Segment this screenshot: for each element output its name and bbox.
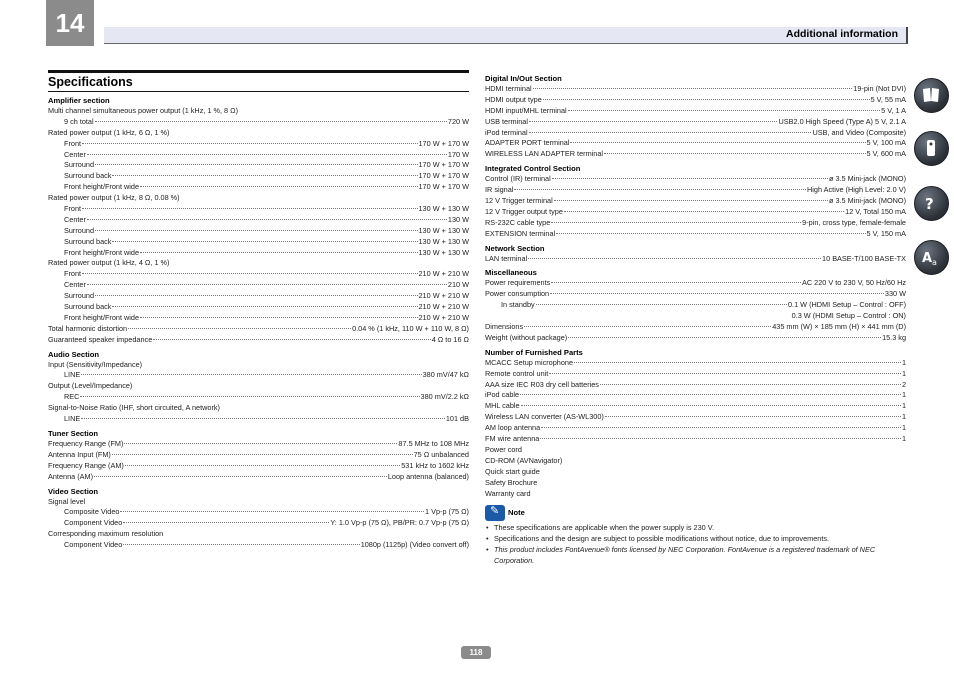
dot-leader (95, 295, 417, 296)
spec-label: Wireless LAN converter (AS-WL300) (485, 412, 604, 422)
spec-row (48, 291, 469, 302)
dot-leader (551, 282, 801, 283)
header-bar (104, 27, 908, 44)
spec-value: 170 W + 170 W (418, 160, 469, 170)
spec-label: Surround (64, 225, 95, 235)
spec-row (485, 95, 906, 106)
spec-value: 380 mV/2.2 kΩ (420, 392, 469, 402)
section-heading: Number of Furnished Parts (485, 347, 583, 357)
spec-label: Frequency Range (FM) (48, 438, 124, 448)
spec-row (48, 370, 469, 381)
dot-leader (552, 178, 828, 179)
note-list (485, 523, 906, 567)
spec-row (485, 138, 906, 149)
spec-label: Center (64, 280, 86, 290)
dot-leader (112, 175, 417, 176)
book-icon[interactable] (914, 78, 949, 113)
spec-label: Signal-to-Noise Ratio (IHF, short circuited, A network) (48, 403, 220, 413)
language-icon[interactable] (914, 240, 949, 275)
dot-leader (95, 230, 417, 231)
spec-value: 1 (901, 423, 906, 433)
spec-value: 435 mm (W) × 185 mm (H) × 441 mm (D) (772, 322, 906, 332)
spec-row (48, 302, 469, 313)
spec-label: Front (64, 204, 82, 214)
spec-value: 2 (901, 379, 906, 389)
spec-label: iPod terminal (485, 127, 528, 137)
spec-label: Front (64, 269, 82, 279)
spec-value: 12 V, Total 150 mA (845, 206, 906, 216)
spec-value: 5 V, 100 mA (866, 138, 906, 148)
dot-leader (87, 154, 447, 155)
spec-label: Frequency Range (AM) (48, 460, 124, 470)
spec-label: Center (64, 149, 86, 159)
spec-label: 9 ch total (64, 116, 94, 126)
spec-label: Component Video (64, 518, 123, 528)
spec-row (485, 174, 906, 185)
dot-leader (94, 476, 387, 477)
spec-row (485, 196, 906, 207)
note-icon (485, 505, 505, 521)
spec-list-right (485, 73, 906, 499)
spec-label: LINE (64, 414, 81, 424)
dot-leader (600, 384, 901, 385)
section-heading: Amplifier section (48, 96, 110, 105)
dot-leader (82, 143, 417, 144)
spec-value: 130 W + 130 W (418, 225, 469, 235)
dot-leader (140, 317, 417, 318)
dot-leader (528, 258, 821, 259)
dot-leader (140, 252, 417, 253)
dot-leader (95, 121, 447, 122)
spec-label: iPod cable (485, 390, 520, 400)
spec-label: In standby (501, 300, 535, 310)
spec-row (48, 335, 469, 346)
spec-value: Y: 1.0 Vp-p (75 Ω), PB/PR: 0.7 Vp-p (75 Ω) (330, 518, 469, 528)
spec-value: 0.3 W (HDMI Setup – Control : ON) (791, 311, 906, 321)
spec-label: Safety Brochure (485, 477, 538, 487)
spec-label: Front height/Front wide (64, 182, 140, 192)
note-header (485, 505, 906, 521)
spec-row (485, 423, 906, 434)
spec-value: 170 W (447, 149, 469, 159)
spec-row (485, 149, 906, 160)
spec-label: Control (IR) terminal (485, 174, 551, 184)
right-column (485, 73, 906, 567)
spec-row (48, 280, 469, 291)
spec-value: 5 V, 600 mA (866, 149, 906, 159)
spec-label: AM loop antenna (485, 423, 541, 433)
note-item: • This product includes FontAvenue® fonts licensed by NEC Corporation. FontAvenue is a registered trademark of NEC Corporation. (485, 545, 906, 567)
dot-leader (550, 293, 884, 294)
spec-label: Remote control unit (485, 368, 549, 378)
spec-value: 210 W + 210 W (418, 269, 469, 279)
spec-row (485, 412, 906, 423)
spec-label: Dimensions (485, 322, 524, 332)
spec-label: Front height/Front wide (64, 247, 140, 257)
spec-row (48, 237, 469, 248)
page-title: Specifications (48, 75, 469, 92)
spec-row (485, 185, 906, 196)
spec-label: Power cord (485, 444, 522, 454)
dot-leader (554, 200, 828, 201)
spec-value: 130 W + 130 W (418, 204, 469, 214)
spec-value: 1 (901, 390, 906, 400)
dot-leader (521, 405, 901, 406)
spec-label: Total harmonic distortion (48, 323, 128, 333)
dot-leader (153, 339, 430, 340)
spec-value: 9-pin, cross type, female-female (802, 217, 906, 227)
dot-leader (87, 219, 447, 220)
spec-value: 210 W + 210 W (418, 302, 469, 312)
spec-label: Surround back (64, 302, 112, 312)
section-heading: Digital In/Out Section (485, 74, 562, 83)
spec-value: Loop antenna (balanced) (387, 471, 469, 481)
spec-label: Antenna Input (FM) (48, 449, 111, 459)
spec-row (48, 226, 469, 237)
spec-row (48, 472, 469, 483)
spec-row (485, 278, 906, 289)
dot-leader (120, 511, 424, 512)
spec-value: High Active (High Level: 2.0 V) (807, 185, 906, 195)
spec-label: Rated power output (1 kHz, 8 Ω, 0.08 %) (48, 193, 180, 203)
spec-label: Power requirements (485, 278, 551, 288)
spec-label: USB terminal (485, 116, 528, 126)
spec-row (485, 300, 906, 311)
dot-leader (520, 394, 901, 395)
note-label: Note (508, 507, 525, 517)
left-column (48, 70, 469, 551)
section-heading: Tuner Section (48, 428, 99, 438)
dot-leader (81, 418, 445, 419)
dot-leader (524, 326, 771, 327)
spec-value: 1 (901, 401, 906, 411)
spec-value: 170 W + 170 W (418, 171, 469, 181)
chapter-number: 14 (46, 0, 94, 46)
spec-row (485, 229, 906, 240)
spec-value: ø 3.5 Mini-jack (MONO) (828, 174, 906, 184)
spec-value: 1080p (1125p) (Video convert off) (360, 540, 469, 550)
spec-label: CD-ROM (AVNavigator) (485, 455, 563, 465)
spec-row (48, 392, 469, 403)
spec-value: USB, and Video (Composite) (812, 127, 906, 137)
spec-label: REC (64, 392, 80, 402)
section-title: Additional information (786, 28, 898, 40)
dot-leader (556, 233, 865, 234)
spec-value: 1 Vp-p (75 Ω) (425, 507, 469, 517)
spec-value: 75 Ω unbalanced (413, 449, 469, 459)
spec-label: Rated power output (1 kHz, 6 Ω, 1 %) (48, 127, 170, 137)
dot-leader (541, 427, 901, 428)
spec-label: EXTENSION terminal (485, 228, 556, 238)
spec-label: Component Video (64, 540, 123, 550)
spec-value: 5 V, 150 mA (866, 228, 906, 238)
spec-value: 19-pin (Not DVI) (853, 84, 906, 93)
spec-row (48, 171, 469, 182)
spec-row (485, 390, 906, 401)
section-heading: Network Section (485, 243, 545, 253)
dot-leader (551, 222, 801, 223)
spec-label: Surround back (64, 236, 112, 246)
dot-leader (570, 142, 865, 143)
spec-value: 170 W + 170 W (418, 182, 469, 192)
spec-value: 1 (901, 434, 906, 444)
spec-row (485, 401, 906, 412)
spec-value: 101 dB (445, 414, 469, 424)
spec-label: HDMI output type (485, 94, 542, 104)
spec-label: Power consumption (485, 289, 550, 299)
spec-row (48, 269, 469, 280)
spec-list-left (48, 95, 469, 551)
spec-value: 531 kHz to 1602 kHz (401, 460, 469, 470)
spec-row (48, 313, 469, 324)
spec-row (48, 215, 469, 226)
spec-value: 130 W (447, 214, 469, 224)
spec-row (48, 117, 469, 128)
spec-value: 87.5 MHz to 108 MHz (398, 438, 469, 448)
dot-leader (533, 88, 853, 89)
spec-value: 1 (901, 357, 906, 367)
dot-leader (125, 465, 400, 466)
spec-row (485, 358, 906, 369)
spec-value: 130 W + 130 W (418, 236, 469, 246)
spec-label: MHL cable (485, 401, 520, 411)
spec-label: Input (Sensitivity/Impedance) (48, 359, 143, 369)
spec-value: 170 W + 170 W (418, 138, 469, 148)
svg-text:?: ? (925, 195, 934, 213)
svg-text:A: A (922, 251, 933, 266)
spec-row (485, 106, 906, 117)
spec-value: 210 W + 210 W (418, 312, 469, 322)
spec-row (48, 160, 469, 171)
spec-value: 210 W + 210 W (418, 291, 469, 301)
spec-value: 15.3 kg (882, 332, 906, 342)
spec-row (48, 540, 469, 551)
page-number: 118 (461, 646, 491, 659)
spec-label: Surround (64, 160, 95, 170)
spec-label: Quick start guide (485, 466, 540, 476)
troubleshooting-icon[interactable] (914, 186, 949, 221)
spec-row (485, 84, 906, 95)
dot-leader (124, 443, 397, 444)
spec-value: 10 BASE-T/100 BASE-TX (822, 253, 906, 263)
section-heading: Video Section (48, 486, 99, 496)
spec-label: Weight (without package) (485, 332, 568, 342)
dot-leader (543, 99, 870, 100)
dot-leader (549, 373, 901, 374)
spec-label: AAA size IEC R03 dry cell batteries (485, 379, 599, 389)
dot-leader (514, 189, 806, 190)
spec-value: 0.04 % (1 kHz, 110 W + 110 W, 8 Ω) (352, 323, 469, 333)
dot-leader (529, 121, 778, 122)
section-heading: Audio Section (48, 349, 100, 359)
spec-row (48, 507, 469, 518)
dot-leader (529, 132, 812, 133)
spec-label: Guaranteed speaker impedance (48, 334, 153, 344)
dot-leader (95, 164, 417, 165)
spec-label: Surround back (64, 171, 112, 181)
spec-label: HDMI input/MHL terminal (485, 105, 567, 115)
spec-row (48, 204, 469, 215)
spec-row (485, 254, 906, 265)
spec-value: 4 Ω to 16 Ω (431, 334, 469, 344)
spec-label: Front (64, 138, 82, 148)
spec-value: 5 V, 1 A (881, 105, 906, 115)
section-heading: Miscellaneous (485, 268, 537, 278)
dot-leader (140, 186, 417, 187)
dot-leader (112, 306, 417, 307)
dot-leader (87, 284, 447, 285)
spec-row (48, 439, 469, 450)
spec-row (48, 150, 469, 161)
dot-leader (604, 153, 866, 154)
spec-row (48, 324, 469, 335)
spec-row (48, 248, 469, 259)
spec-value: 1 (901, 368, 906, 378)
spec-value: ø 3.5 Mini-jack (MONO) (828, 196, 906, 206)
dot-leader (574, 362, 901, 363)
dot-leader (568, 337, 881, 338)
spec-row (48, 182, 469, 193)
dot-leader (128, 328, 351, 329)
note-item: • Specifications and the design are subject to possible modifications without notice, due to improvements. (485, 534, 906, 545)
spec-row (485, 322, 906, 333)
dot-leader (540, 438, 901, 439)
dot-leader (123, 522, 329, 523)
dot-leader (82, 273, 417, 274)
spec-value: AC 220 V to 230 V, 50 Hz/60 Hz (802, 278, 906, 288)
spec-value: 720 W (447, 116, 469, 126)
remote-control-icon[interactable] (914, 131, 949, 166)
spec-label: Antenna (AM) (48, 471, 94, 481)
spec-row (48, 414, 469, 425)
spec-row (485, 380, 906, 391)
spec-label: Corresponding maximum resolution (48, 529, 164, 539)
title-rule (48, 70, 469, 73)
spec-label: ADAPTER PORT terminal (485, 138, 570, 148)
spec-label: WIRELESS LAN ADAPTER terminal (485, 149, 604, 159)
spec-label: LAN terminal (485, 253, 528, 263)
spec-label: Surround (64, 291, 95, 301)
dot-leader (605, 416, 901, 417)
dot-leader (568, 110, 880, 111)
spec-row (485, 128, 906, 139)
spec-row (485, 218, 906, 229)
spec-value: 130 W + 130 W (418, 247, 469, 257)
spec-label: 12 V Trigger output type (485, 206, 563, 216)
spec-label: Front height/Front wide (64, 312, 140, 322)
spec-label: Center (64, 214, 86, 224)
svg-text:a: a (932, 258, 937, 267)
spec-row (48, 139, 469, 150)
spec-label: Output (Level/Impedance) (48, 381, 133, 391)
spec-value: USB2.0 High Speed (Type A) 5 V, 2.1 A (778, 116, 906, 126)
spec-label: Composite Video (64, 507, 120, 517)
spec-value: 380 mV/47 kΩ (422, 370, 469, 380)
spec-row (48, 450, 469, 461)
dot-leader (536, 304, 787, 305)
spec-value: 330 W (884, 289, 906, 299)
spec-row (485, 117, 906, 128)
dot-leader (564, 211, 844, 212)
spec-value: 1 (901, 412, 906, 422)
spec-value: 210 W (447, 280, 469, 290)
spec-row (48, 518, 469, 529)
dot-leader (123, 544, 359, 545)
section-heading: Integrated Control Section (485, 164, 581, 174)
dot-leader (81, 374, 421, 375)
dot-leader (80, 396, 419, 397)
dot-leader (112, 241, 417, 242)
spec-label: FM wire antenna (485, 434, 540, 444)
spec-label: MCACC Setup microphone (485, 357, 574, 367)
spec-label: 12 V Trigger terminal (485, 196, 553, 206)
dot-leader (82, 208, 417, 209)
spec-label: Rated power output (1 kHz, 4 Ω, 1 %) (48, 258, 170, 268)
spec-label: RS-232C cable type (485, 217, 551, 227)
spec-label: Warranty card (485, 488, 531, 498)
spec-row (485, 434, 906, 445)
spec-value: 0.1 W (HDMI Setup – Control : OFF) (788, 300, 906, 310)
spec-label: LINE (64, 370, 81, 380)
spec-row (485, 333, 906, 344)
spec-label: HDMI terminal (485, 84, 532, 93)
spec-label: Multi channel simultaneous power output (1 kHz, 1 %, 8 Ω) (48, 106, 238, 115)
spec-row (485, 369, 906, 380)
spec-value: 5 V, 55 mA (870, 94, 906, 104)
spec-row (485, 289, 906, 300)
spec-label: Signal level (48, 496, 86, 506)
note-item: • These specifications are applicable when the power supply is 230 V. (485, 523, 906, 534)
spec-label: IR signal (485, 185, 514, 195)
spec-row (485, 207, 906, 218)
spec-row (48, 461, 469, 472)
dot-leader (112, 454, 413, 455)
